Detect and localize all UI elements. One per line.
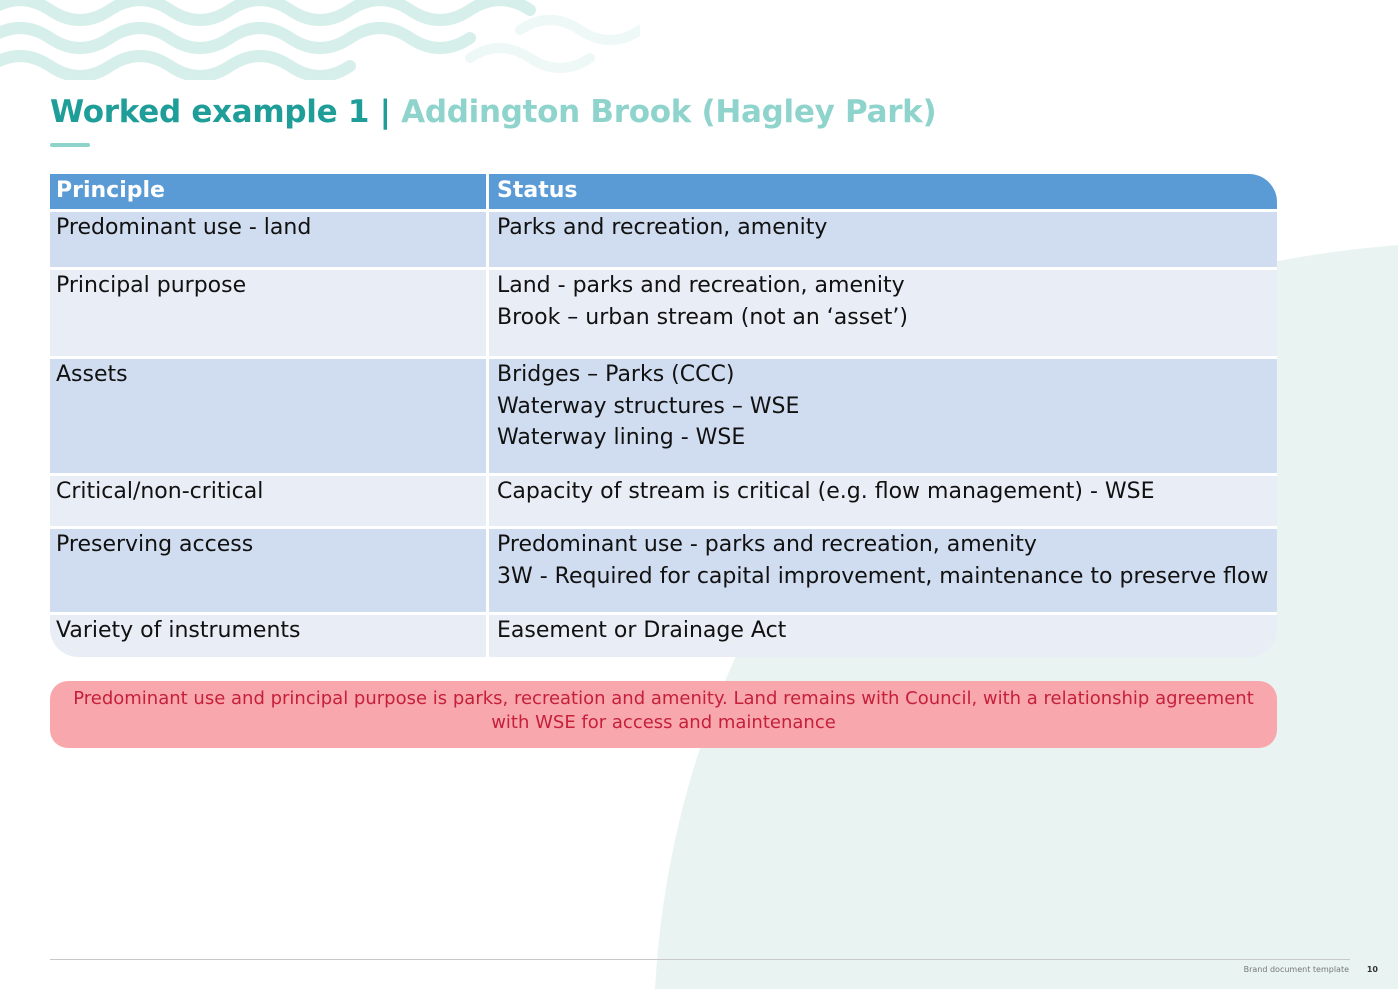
status-cell xyxy=(489,476,1277,526)
status-line: Waterway lining - WSE xyxy=(497,425,746,450)
status-cell xyxy=(489,615,1277,657)
page-title xyxy=(50,94,936,130)
status-line: 3W - Required for capital improvement, maintenance to preserve flow xyxy=(497,563,1269,589)
status-line: Waterway structures – WSE xyxy=(497,393,800,419)
principle-status-table xyxy=(50,174,1277,657)
principle-cell: Predominant use - land xyxy=(50,212,489,267)
table-header-row xyxy=(50,174,1277,209)
status-cell xyxy=(489,212,1277,267)
footer-divider xyxy=(50,959,1350,960)
column-header-status: Status xyxy=(497,178,578,203)
status-line: Easement or Drainage Act xyxy=(497,618,787,643)
status-cell xyxy=(489,359,1277,473)
status-line: Land - parks and recreation, amenity xyxy=(497,273,905,298)
principle-cell: Assets xyxy=(50,359,489,473)
status-line: Predominant use - parks and recreation, amenity xyxy=(497,532,1037,557)
status-line: Parks and recreation, amenity xyxy=(497,215,828,240)
principle-cell: Principal purpose xyxy=(50,270,489,356)
footer-label: Brand document template xyxy=(1243,965,1349,974)
table-row xyxy=(50,267,1277,356)
page-number: 10 xyxy=(1366,965,1378,974)
title-main: Worked example 1 xyxy=(50,94,370,130)
status-line: Bridges – Parks (CCC) xyxy=(497,362,735,387)
table-row xyxy=(50,356,1277,473)
status-cell xyxy=(489,529,1277,612)
principle-cell: Preserving access xyxy=(50,529,489,612)
table-row xyxy=(50,612,1277,657)
column-header-principle: Principle xyxy=(50,174,489,209)
status-line: Capacity of stream is critical (e.g. flow management) - WSE xyxy=(497,479,1155,504)
title-subtitle: Addington Brook (Hagley Park) xyxy=(401,94,937,130)
table-row xyxy=(50,209,1277,267)
title-underline xyxy=(50,143,90,147)
status-line: Brook – urban stream (not an ‘asset’) xyxy=(497,304,908,330)
principle-cell: Variety of instruments xyxy=(50,615,489,657)
summary-callout: Predominant use and principal purpose is parks, recreation and amenity. Land remains with Council, with a relationship agreement with WSE for access and maintenance xyxy=(50,681,1277,748)
table-row xyxy=(50,526,1277,612)
wave-pattern-decoration xyxy=(0,0,640,80)
principle-cell: Critical/non-critical xyxy=(50,476,489,526)
status-cell xyxy=(489,270,1277,356)
table-row xyxy=(50,473,1277,526)
title-separator: | xyxy=(379,94,391,130)
